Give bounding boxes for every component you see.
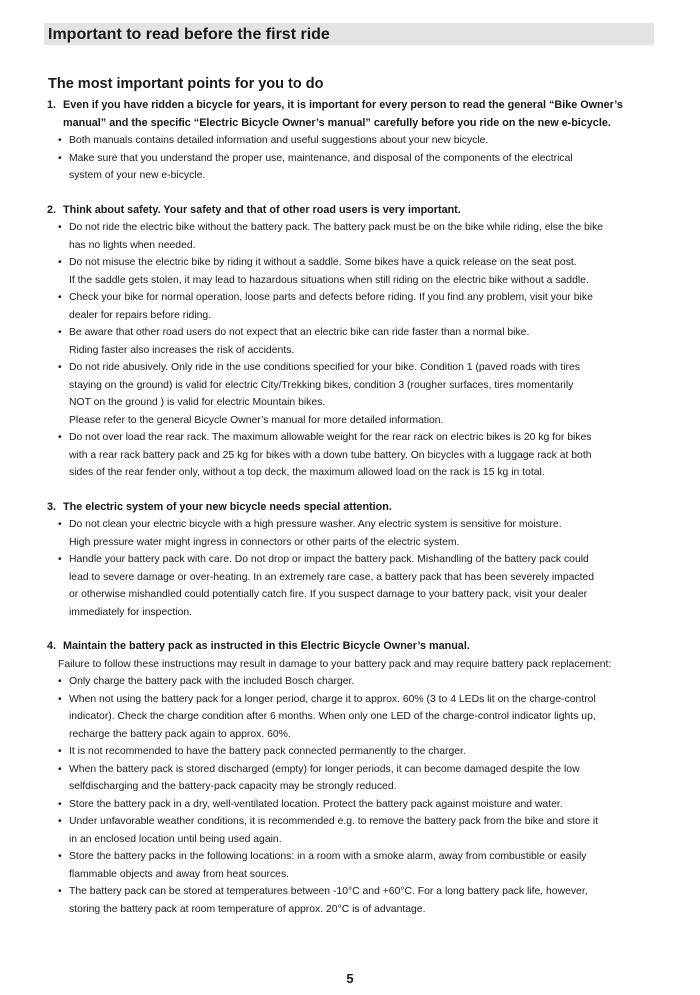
list-item-line: dealer for repairs before riding. [69, 309, 212, 321]
list-item [46, 150, 660, 185]
list-item-line: with a rear rack battery pack and 25 kg for bikes with a down tube battery. On bicycles with a luggage rack at both [69, 449, 592, 461]
list-item-line: Do not clean your electric bicycle with a high pressure washer. Any electric system is sensitive for moisture. [69, 519, 562, 530]
bullet-icon: • [58, 152, 62, 164]
list-item-line: Make sure that you understand the proper use, maintenance, and disposal of the components of the electrical [69, 152, 573, 164]
bullet-list [46, 219, 660, 482]
list-item [46, 673, 660, 691]
bullet-icon: • [58, 554, 62, 565]
sections-list [46, 97, 660, 918]
list-item-line: Be aware that other road users do not expect that an electric bike can ride faster than a normal bike. [69, 327, 530, 338]
list-item-line: Store the battery packs in the following locations: in a room with a smoke alarm, away from combustible or easily [69, 851, 587, 862]
section-heading-line: Maintain the battery pack as instructed in this Electric Bicycle Owner’s manual. [63, 640, 470, 652]
list-item [46, 219, 660, 254]
bullet-icon: • [58, 432, 62, 443]
bullet-icon: • [58, 135, 62, 146]
list-item-line: The battery pack can be stored at temperatures between -10°C and +60°C. For a long battery pack life, however, [69, 886, 588, 897]
bullet-icon: • [58, 798, 62, 810]
list-item [46, 551, 660, 621]
list-item [46, 743, 660, 761]
bullet-icon: • [58, 676, 62, 687]
list-item-line: or otherwise mishandled could potentially catch fire. If you suspect damage to your battery pack, visit your dealer [69, 589, 588, 600]
numbered-section [46, 499, 660, 622]
section-number: 1. [47, 99, 57, 111]
page-title: Important to read before the first ride [48, 26, 330, 43]
list-item [46, 691, 660, 744]
list-item [46, 813, 660, 848]
section-spacer [46, 621, 660, 638]
list-item-line: storing the battery pack at room temperature of approx. 20°C is of advantage. [69, 903, 426, 915]
bullet-icon: • [58, 222, 62, 233]
section-spacer [46, 185, 660, 202]
bullet-icon: • [58, 816, 62, 827]
list-item [46, 848, 660, 883]
bullet-list [46, 516, 660, 621]
list-item-line: immediately for inspection. [69, 606, 193, 618]
section-heading-line: The electric system of your new bicycle needs special attention. [63, 500, 392, 513]
section-heading [46, 97, 660, 132]
list-item [46, 883, 660, 918]
list-item-line: When not using the battery pack for a longer period, charge it to approx. 60% (3 to 4 LEDs lit on the charge-control [69, 693, 596, 705]
list-item-line: It is not recommended to have the battery pack connected permanently to the charger. [69, 746, 466, 757]
section-intro: Failure to follow these instructions may result in damage to your battery pack and may require battery pack replacement: [58, 658, 612, 670]
list-item-line: Do not over load the rear rack. The maximum allowable weight for the rear rack on electric bikes is 20 kg for bikes [69, 432, 592, 443]
numbered-section [46, 638, 660, 918]
section-spacer [46, 482, 660, 499]
section-subtitle: The most important points for you to do [48, 76, 324, 92]
section-number: 3. [47, 500, 57, 513]
section-heading-line: Think about safety. Your safety and that of other road users is very important. [63, 203, 461, 216]
list-item-line: Store the battery pack in a dry, well-ventilated location. Protect the battery pack against moisture and water. [69, 798, 563, 810]
list-item-line: lead to severe damage or over-heating. In an extremely rare case, a battery pack that has been severely impacted [69, 571, 595, 583]
section-heading-line: manual” and the specific “Electric Bicycle Owner’s manual” carefully before you ride on the new e-bicycle. [63, 116, 611, 129]
section-number: 2. [47, 203, 57, 216]
content [46, 74, 660, 918]
list-item-line: Do not ride abusively. Only ride in the use conditions specified for your bike. Condition 1 (paved roads with tires [69, 362, 580, 373]
title-bar [44, 23, 654, 45]
list-item [46, 761, 660, 796]
section-heading-line: Even if you have ridden a bicycle for years, it is important for every person to read the general “Bike Owner’s [63, 99, 623, 111]
list-item-line: system of your new e-bicycle. [69, 170, 206, 181]
list-item-line: staying on the ground) is valid for electric City/Trekking bikes, condition 3 (rougher surfaces, tires momentarily [69, 379, 574, 391]
list-item-line: recharge the battery pack again to approx. 60%. [69, 728, 291, 740]
numbered-section [46, 97, 660, 185]
bullet-icon: • [58, 886, 62, 897]
list-item-line: indicator). Check the charge condition after 6 months. When only one LED of the charge-control indicator lights up, [69, 711, 596, 722]
numbered-section [46, 202, 660, 482]
bullet-icon: • [58, 763, 62, 775]
bullet-icon: • [58, 746, 62, 757]
list-item-line: in an enclosed location until being used again. [69, 833, 282, 845]
list-item-line: Both manuals contains detailed information and useful suggestions about your new bicycle. [69, 135, 489, 146]
list-item-line: Do not ride the electric bike without the battery pack. The battery pack must be on the bike while riding, else the bike [69, 222, 604, 233]
list-item [46, 796, 660, 814]
bullet-icon: • [58, 851, 62, 862]
bullet-icon: • [58, 362, 62, 373]
list-item [46, 429, 660, 482]
list-item-line: Only charge the battery pack with the included Bosch charger. [69, 676, 355, 687]
list-item-line: has no lights when needed. [69, 239, 196, 251]
section-heading [46, 202, 660, 220]
list-item-line: Please refer to the general Bicycle Owner’s manual for more detailed information. [69, 414, 444, 426]
bullet-icon: • [58, 519, 62, 530]
bullet-list [46, 673, 660, 918]
list-item-line: When the battery pack is stored discharged (empty) for longer periods, it can become damaged despite the low [69, 763, 580, 775]
list-item [46, 254, 660, 289]
bullet-icon: • [58, 292, 62, 303]
list-item-line: Do not misuse the electric bike by riding it without a saddle. Some bikes have a quick release on the seat post. [69, 257, 577, 268]
list-item-line: If the saddle gets stolen, it may lead to hazardous situations when still riding on the electric bike without a saddle. [69, 274, 589, 286]
list-item-line: Handle your battery pack with care. Do not drop or impact the battery pack. Mishandling of the battery pack could [69, 554, 589, 565]
list-item-line: High pressure water might ingress in connectors or other parts of the electric system. [69, 536, 460, 548]
list-item-line: flammable objects and away from heat sources. [69, 868, 290, 880]
page-number: 5 [346, 971, 354, 986]
list-item [46, 359, 660, 429]
list-item [46, 132, 660, 150]
list-item-line: NOT on the ground ) is valid for electric Mountain bikes. [69, 397, 326, 408]
list-item-line: sides of the rear fender only, without a top deck, the maximum allowed load on the rack is 15 kg in total. [69, 467, 545, 478]
section-heading [46, 638, 660, 656]
bullet-icon: • [58, 693, 62, 705]
bullet-icon: • [58, 257, 62, 268]
list-item-line: Under unfavorable weather conditions, it is recommended e.g. to remove the battery pack from the bike and store it [69, 816, 599, 827]
bullet-list [46, 132, 660, 185]
list-item [46, 324, 660, 359]
section-number: 4. [47, 640, 57, 652]
section-heading [46, 499, 660, 517]
list-item-line: selfdischarging and the battery-pack capacity may be strongly reduced. [69, 781, 397, 792]
list-item [46, 289, 660, 324]
list-item [46, 516, 660, 551]
list-item-line: Riding faster also increases the risk of accidents. [69, 344, 295, 356]
list-item-line: Check your bike for normal operation, loose parts and defects before riding. If you find any problem, visit your bike [69, 292, 593, 303]
bullet-icon: • [58, 327, 62, 338]
